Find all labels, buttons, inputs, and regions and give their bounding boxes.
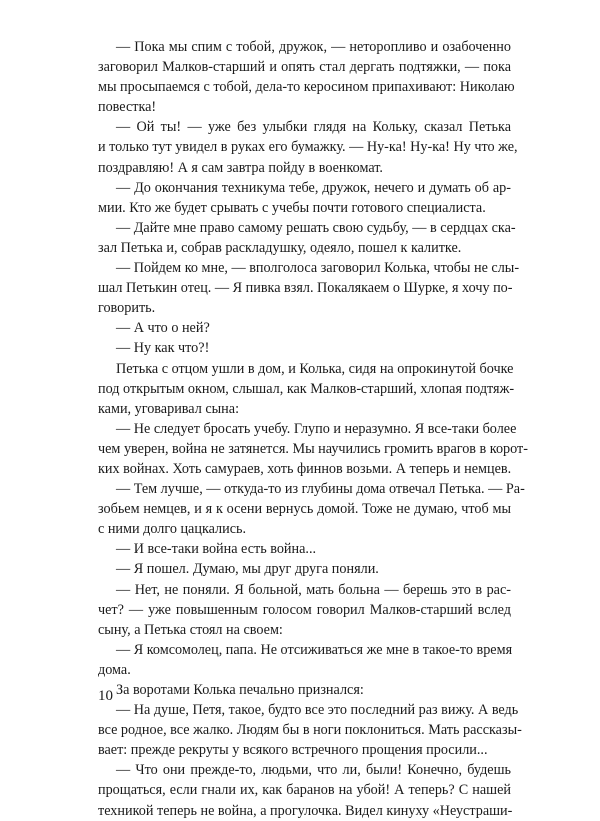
text-line: ками, уговаривал сына:	[98, 400, 240, 417]
text-line: дома.	[98, 661, 131, 678]
text-line: — Я пошел. Думаю, мы друг друга поняли.	[116, 561, 379, 578]
text-line: — И все-таки война есть война...	[116, 541, 317, 558]
page-number: 10	[98, 688, 113, 704]
text-line: Петька с отцом ушли в дом, и Колька, сидя на опрокинутой бочке	[116, 360, 514, 377]
text-line: сыну, а Петька стоял на своем:	[98, 621, 283, 638]
text-line: — Не следует бросать учебу. Глупо и неразумно. Я все-таки более	[116, 420, 517, 437]
text-line: За воротами Колька печально признался:	[116, 682, 364, 698]
text-line: — Тем лучше, — откуда-то из глубины дома отвечал Петька. — Ра-	[116, 481, 525, 498]
text-line: чем уверен, война не затянется. Мы научились громить врагов в корот-	[98, 440, 528, 457]
text-line: чет? — уже повышенным голосом говорил Малков-старший вслед	[98, 601, 511, 618]
text-line: вает: прежде рекруты у всякого встречного прощения просили...	[98, 742, 488, 759]
text-line: под открытым окном, слышал, как Малков-старший, хлопая подтяж-	[98, 380, 515, 397]
text-line: и только тут увидел в руках его бумажку. — Ну-ка! Ну-ка! Ну что же,	[98, 139, 518, 156]
text-line: — Что они прежде-то, людьми, что ли, были! Конечно, будешь	[116, 762, 511, 779]
text-line: — Пойдем ко мне, — вполголоса заговорил Колька, чтобы не слы-	[116, 260, 520, 277]
text-line: мы просыпаемся с тобой, дела-то керосином припахивают: Николаю	[98, 79, 515, 96]
text-line: шал Петькин отец. — Я пивка взял. Покалякаем о Шурке, я хочу по-	[98, 280, 513, 297]
text-line: — На душе, Петя, такое, будто все это последний раз вижу. А ведь	[116, 702, 519, 719]
text-line: зобьем немцев, и я к осени вернусь домой. Тоже не думаю, чтоб мы	[98, 501, 511, 518]
text-line: техникой теперь не война, а прогулочка. Видел кинуху «Неустраши-	[98, 802, 513, 819]
text-line: с ними долго цацкались.	[98, 521, 247, 538]
text-line: ких войнах. Хоть самураев, хоть финнов возьми. А теперь и немцев.	[98, 460, 512, 477]
text-line: мии. Кто же будет срывать с учебы почти готового специалиста.	[98, 199, 486, 216]
text-line: повестка!	[98, 99, 157, 116]
text-line: — Я комсомолец, папа. Не отсиживаться же мне в такое-то время	[116, 641, 513, 658]
text-line: поздравляю! А я сам завтра пойду в военкомат.	[98, 159, 383, 176]
text-line: говорить.	[98, 300, 156, 317]
text-line: зал Петька и, собрав раскладушку, одеяло, пошел к калитке.	[98, 239, 462, 256]
text-line: — Дайте мне право самому решать свою судьбу, — в сердцах ска-	[116, 219, 516, 236]
text-line: все родное, все жалко. Людям бы в ноги поклониться. Мать рассказы-	[98, 722, 522, 739]
text-line: — Ну как что?!	[116, 340, 210, 357]
text-line: — А что о ней?	[116, 320, 210, 337]
text-line: — Ой ты! — уже без улыбки глядя на Кольку, сказал Петька	[116, 119, 511, 136]
text-line: заговорил Малков-старший и опять стал дергать подтяжки, — пока	[98, 59, 511, 76]
text-line: — Пока мы спим с тобой, дружок, — неторопливо и озабоченно	[116, 39, 511, 55]
text-line: прощаться, если гнали их, как баранов на убой! А теперь? С нашей	[98, 782, 511, 799]
text-line: — До окончания техникума тебе, дружок, нечего и думать об ар-	[116, 179, 511, 196]
text-line: — Нет, не поняли. Я больной, мать больна — берешь это в рас-	[116, 581, 511, 598]
body-text	[98, 37, 528, 821]
